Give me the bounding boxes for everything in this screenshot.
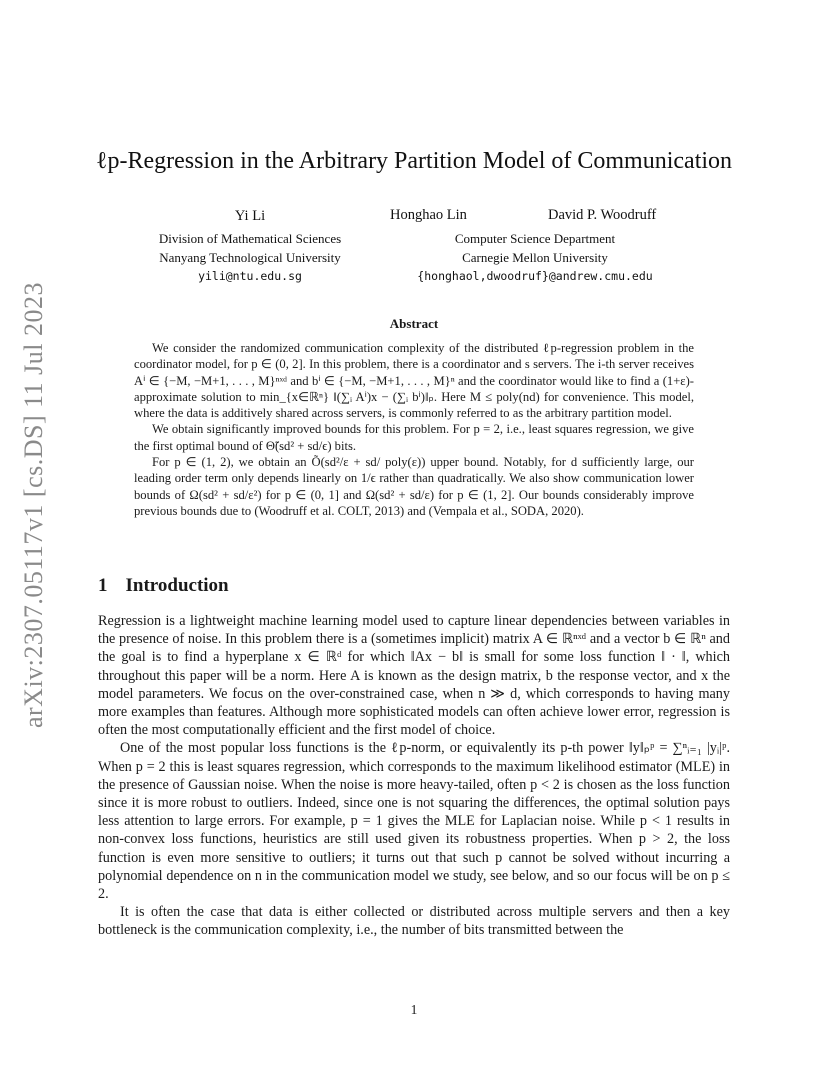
arxiv-stamp (16, 270, 52, 740)
section-heading (98, 575, 229, 597)
abstract-paragraph: We obtain significantly improved bounds for this problem. For p = 2, i.e., least squares regression, we give the first optimal bound of Θ̃(sd² + sd/ϵ) bits. (134, 422, 694, 453)
author-affiliation: Nanyang Technological University (159, 250, 341, 265)
author-cmu-affiliation (395, 229, 675, 286)
paper-title: ℓp-Regression in the Arbitrary Partition Model of Communication (95, 148, 733, 174)
author-name-honghao-lin: Honghao Lin (390, 207, 467, 223)
body-paragraph: One of the most popular loss functions is the ℓp-norm, or equivalently its p-th power ‖y‖ₚᵖ = ∑ⁿᵢ₌₁ |yᵢ|ᵖ. When p = 2 this is least squares regression, which corresponds to the maximum likelihood estimator (MLE) in the presence of Gaussian noise. When the noise is more heavy-tailed, often p < 2 is chosen as the loss function since it is more robust to outliers. Indeed, since one is not squaring the differences, the optimal solution pays less attention to large errors. For example, p = 1 gives the MLE for Laplacian noise. While p < 1 results in non-convex loss functions, heuristics are still used given its robustness properties. When p > 2, the loss function is even more sensitive to outliers; it turns out that such p cannot be solved without incurring a polynomial dependence on n in the communication model we study, see below, and so our focus will be on p ≤ 2. (98, 740, 730, 903)
arxiv-stamp-text: arXiv:2307.05117v1 [cs.DS] 11 Jul 2023 (19, 281, 49, 729)
author-affiliation: Computer Science Department (454, 231, 616, 246)
introduction-body (98, 612, 730, 940)
abstract-body (134, 340, 694, 519)
author-name-david-woodruff: David P. Woodruff (548, 207, 657, 223)
section-number: 1 (98, 575, 108, 596)
author-affiliation: Division of Mathematical Sciences (158, 231, 342, 246)
author-yi-li (140, 207, 360, 286)
section-title: Introduction (125, 575, 229, 596)
page-number: 1 (410, 1002, 418, 1017)
author-name: Yi Li (234, 208, 266, 224)
author-email: {honghaol,dwoodruf}@andrew.cmu.edu (417, 269, 653, 283)
body-paragraph: It is often the case that data is either collected or distributed across multiple servers and then a key bottleneck is the communication complexity, i.e., the number of bits transmitted between the (98, 904, 730, 939)
abstract-heading: Abstract (389, 316, 439, 331)
author-email: yili@ntu.edu.sg (198, 269, 302, 283)
abstract-paragraph: We consider the randomized communication complexity of the distributed ℓp-regression problem in the coordinator model, for p ∈ (0, 2]. In this problem, there is a coordinator and s servers. The i-th server receives Aⁱ ∈ {−M, −M+1, . . . , M}ⁿˣᵈ and bⁱ ∈ {−M, −M+1, . . . , M}ⁿ and the coordinator would like to find a (1+ε)-approximate solution to min_{x∈ℝⁿ} ‖(∑ᵢ Aⁱ)x − (∑ᵢ bⁱ)‖ₚ. Here M ≤ poly(nd) for convenience. This model, where the data is additively shared across servers, is commonly referred to as the arbitrary partition model. (134, 341, 694, 421)
abstract-paragraph: For p ∈ (1, 2), we obtain an Õ(sd²/ε + sd/ poly(ε)) upper bound. Notably, for d sufficiently large, our leading order term only depends linearly on 1/ϵ rather than quadratically. We also show communication lower bounds of Ω(sd² + sd/ε²) for p ∈ (0, 1] and Ω(sd² + sd/ε) for p ∈ (1, 2]. Our bounds considerably improve previous bounds due to (Woodruff et al. COLT, 2013) and (Vempala et al., SODA, 2020). (134, 455, 694, 518)
body-paragraph: Regression is a lightweight machine learning model used to capture linear dependencies between variables in the presence of noise. In this problem there is a (sometimes implicit) matrix A ∈ ℝⁿˣᵈ and a vector b ∈ ℝⁿ and the goal is to find a hyperplane x ∈ ℝᵈ for which ‖Ax − b‖ is small for some loss function ‖ · ‖, which throughout this paper will be a norm. Here A is known as the design matrix, b the response vector, and x the model parameters. We focus on the over-constrained case, when n ≫ d, which corresponds to having many more examples than features. Although more sophisticated models can often achieve lower error, regression is often the most computationally efficient and the first model of choice. (98, 613, 730, 739)
author-affiliation: Carnegie Mellon University (462, 250, 608, 265)
